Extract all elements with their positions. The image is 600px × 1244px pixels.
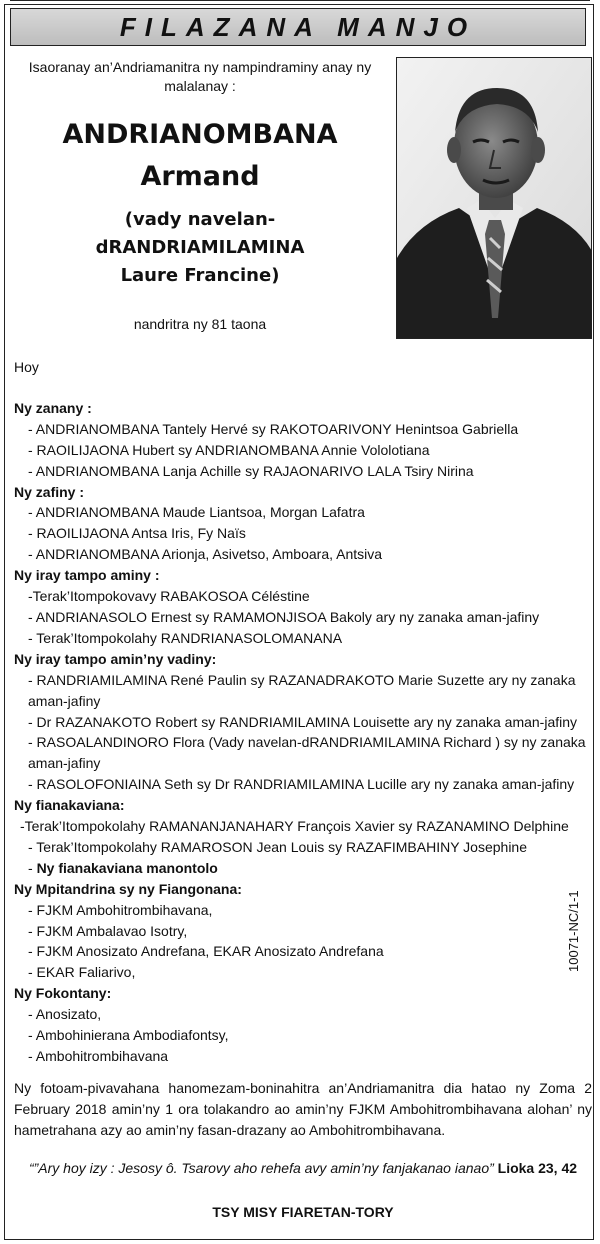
list-item: - Ambohinierana Ambodiafontsy, (28, 1027, 229, 1044)
list-item: - ANDRIANOMBANA Lanja Achille sy RAJAONARIVO LALA Tsiry Nirina (28, 462, 474, 479)
section-title-fokontany: Ny Fokontany: (14, 985, 112, 1002)
list-item-continuation: aman-jafiny (28, 755, 101, 772)
list-item: - ANDRIANASOLO Ernest sy RAMAMONJISOA Bakoly ary ny zanaka aman-jafiny (28, 608, 540, 625)
top-rule (10, 0, 590, 1)
list-item-bold: Ny fianakaviana manontolo (36, 859, 218, 876)
list-item: -Terak’Itompokovavy RABAKOSOA Céléstine (28, 588, 310, 605)
notice-banner (10, 8, 586, 46)
spouse-line-1: (vady navelan- (124, 209, 276, 230)
bible-quote (14, 1160, 592, 1176)
list-item: - Dr RAZANAKOTO Robert sy RANDRIAMILAMINA Louisette ary ny zanaka aman-jafiny (28, 713, 578, 730)
funeral-announcement: Ny fotoam-pivavahana hanomezam-boninahitra an’Andriamanitra dia hatao ny Zoma 2 February 2018 amin’ny 1 ora tolakandro ao amin’ny FJKM Ambohitrombihavana alohan’ ny hametrahana azy ao amin’ny fasan-drazany ao Ambohitrombihavana. (14, 1080, 592, 1138)
list-item-prefix: - (28, 859, 37, 876)
list-item: - RASOLOFONIAINA Seth sy Dr RANDRIAMILAMINA Lucille ary ny zanaka aman-jafiny (28, 776, 575, 793)
notice-body (14, 357, 592, 1067)
deceased-firstname: Armand (140, 161, 260, 192)
greeting: Hoy (14, 359, 39, 375)
quote-reference: Lioka 23, 42 (497, 1160, 578, 1176)
list-item: - RASOALANDINORO Flora (Vady navelan-dRANDRIAMILAMINA Richard ) sy ny zanaka (28, 734, 586, 751)
deceased-surname: ANDRIANOMBANA (62, 119, 338, 150)
section-title-iray-tampo-vadiny: Ny iray tampo amin’ny vadiny: (14, 650, 217, 667)
intro-text: Isaoranay an’Andriamanitra ny nampindraminy anay ny malalanay : (28, 59, 372, 94)
list-item: - RAOILIJAONA Hubert sy ANDRIANOMBANA Annie Vololotiana (28, 441, 430, 458)
list-item: - RANDRIAMILAMINA René Paulin sy RAZANADRAKOTO Marie Suzette ary ny zanaka (28, 671, 576, 688)
portrait-photo (396, 57, 592, 339)
list-item: - ANDRIANOMBANA Maude Liantsoa, Morgan Lafatra (28, 504, 365, 521)
section-title-zanany: Ny zanany : (14, 399, 92, 416)
section-title-mpitandrina: Ny Mpitandrina sy ny Fiangonana: (14, 880, 242, 897)
list-item-continuation: aman-jafiny (28, 692, 101, 709)
reference-code: 10071-NC/1-1 (566, 890, 581, 972)
section-title-fianakaviana: Ny fianakaviana: (14, 797, 125, 814)
section-title-zafiny: Ny zafiny : (14, 483, 85, 500)
spouse-line-2: dRANDRIAMILAMINA (95, 237, 305, 258)
list-item: -Terak’Itompokolahy RAMANANJANAHARY François Xavier sy RAZANAMINO Delphine (20, 818, 569, 835)
list-item: - Ambohitrombihavana (28, 1048, 169, 1064)
closing-note: TSY MISY FIARETAN-TORY (212, 1204, 394, 1220)
list-item: - RAOILIJAONA Antsa Iris, Fy Naïs (28, 525, 246, 542)
list-item: - ANDRIANOMBANA Tantely Hervé sy RAKOTOARIVONY Henintsoa Gabriella (28, 420, 519, 437)
deceased-age: nandritra ny 81 taona (133, 316, 267, 332)
list-item: - FJKM Anosizato Andrefana, EKAR Anosizato Andrefana (28, 943, 384, 960)
list-item: - Terak’Itompokolahy RANDRIANASOLOMANANA (28, 629, 343, 646)
list-item: - EKAR Faliarivo, (28, 964, 136, 981)
spouse-line-3: Laure Francine) (120, 265, 280, 286)
list-item: - Terak’Itompokolahy RAMAROSON Jean Louis sy RAZAFIMBAHINY Josephine (28, 838, 528, 855)
banner-title: FILAZANA MANJO (119, 12, 477, 42)
list-item: - FJKM Ambalavao Isotry, (28, 922, 188, 939)
list-item: - Anosizato, (28, 1006, 102, 1023)
section-title-iray-tampo-aminy: Ny iray tampo aminy : (14, 567, 160, 584)
list-item: - FJKM Ambohitrombihavana, (28, 901, 213, 918)
list-item (14, 858, 592, 879)
quote-text: “”Ary hoy izy : Jesosy ô. Tsarovy aho rehefa avy amin’ny fanjakanao ianao” (28, 1160, 494, 1176)
list-item: - ANDRIANOMBANA Arionja, Asivetso, Amboara, Antsiva (28, 546, 383, 563)
spouse-line (14, 206, 386, 290)
portrait-image (397, 58, 592, 339)
